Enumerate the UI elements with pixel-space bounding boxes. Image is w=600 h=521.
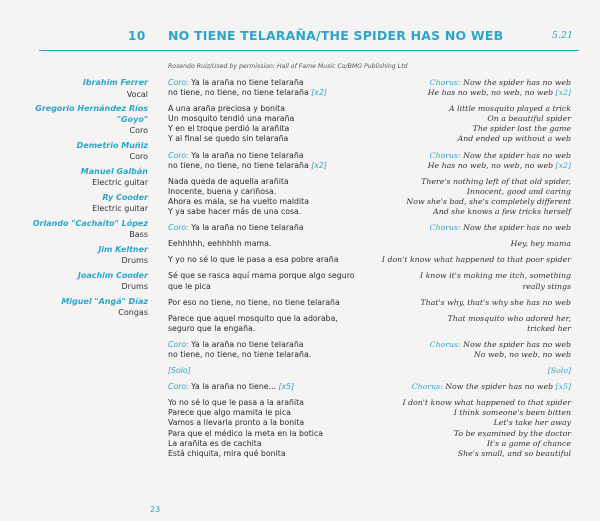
lyric-line	[168, 408, 374, 418]
spanish-lyrics	[168, 151, 374, 171]
musician-name: Gregorio Hernández Ríos "Goyo"	[35, 104, 148, 124]
lyric-line	[168, 298, 374, 308]
lyric-text: Hey, hey mama	[510, 239, 571, 249]
lyric-text: Sé que se rasca aquí mama porque algo seguro	[168, 271, 355, 281]
lyric-line	[374, 324, 571, 334]
lyric-line	[374, 408, 571, 418]
lyric-line	[374, 418, 571, 428]
lyric-text: Nada queda de aquella arañita	[168, 176, 289, 186]
english-lyrics	[374, 104, 571, 144]
lyric-line	[168, 207, 374, 217]
lyric-text: Now the spider has no web	[445, 382, 556, 392]
lyric-stanza	[168, 366, 571, 376]
lyric-line	[374, 429, 571, 439]
lyric-line	[374, 207, 571, 217]
lyric-line	[168, 418, 374, 428]
musician-name: Ry Cooder	[102, 192, 148, 202]
lyric-text: Y yo no sé lo que le pasa a esa pobre araña	[168, 255, 339, 265]
spanish-lyrics	[168, 104, 374, 144]
title-divider	[39, 50, 579, 51]
spanish-lyrics	[168, 177, 374, 217]
lyric-line	[168, 161, 374, 171]
lyric-line	[374, 134, 571, 144]
lyric-stanza	[168, 382, 571, 392]
lyric-annotation: [Solo]	[547, 366, 571, 376]
lyric-line	[374, 114, 571, 124]
lyric-line	[168, 449, 374, 459]
musician-role: Bass	[129, 230, 148, 239]
lyric-text: He has no web, no web, no web	[427, 160, 556, 170]
lyric-line	[168, 439, 374, 449]
musician-entry	[8, 219, 148, 241]
lyric-text: no tiene, no tiene, no tiene telaraña.	[168, 349, 312, 359]
lyric-text: Now the spider has no web	[463, 339, 571, 349]
lyric-text: Ya la araña no tiene telaraña	[191, 78, 304, 87]
lyric-stanza	[168, 340, 571, 360]
lyric-text: Now the spider has no web	[463, 223, 571, 233]
lyric-text: Parece que algo mamita le pica	[168, 408, 291, 418]
lyric-stanza	[168, 314, 571, 334]
spanish-lyrics	[168, 239, 374, 249]
lyric-text: que le pica	[168, 281, 211, 291]
musician-entry	[8, 245, 148, 267]
musician-role: Electric guitar	[92, 204, 148, 213]
lyric-line	[374, 197, 571, 207]
musician-role: Drums	[121, 256, 148, 265]
musician-role: Vocal	[126, 89, 148, 99]
lyric-text: Now the spider has no web	[463, 150, 571, 160]
spanish-lyrics	[168, 314, 374, 334]
track-number: 10	[128, 29, 146, 43]
track-duration: 5.21	[551, 30, 573, 41]
lyric-line	[374, 151, 571, 161]
spanish-lyrics	[168, 298, 374, 308]
lyric-line	[374, 439, 571, 449]
musician-entry	[8, 167, 148, 189]
lyric-annotation: Chorus:	[429, 339, 464, 349]
lyric-stanza	[168, 298, 571, 308]
lyric-text: On a beautiful spider	[487, 114, 571, 124]
lyric-line	[374, 104, 571, 114]
english-lyrics	[374, 151, 571, 171]
lyric-line	[374, 124, 571, 134]
english-lyrics	[374, 78, 571, 98]
lyric-line	[168, 239, 374, 249]
lyric-text: Por eso no tiene, no tiene, no tiene telaraña	[168, 297, 340, 307]
lyric-text: really stings	[522, 281, 571, 291]
lyric-text: Parece que aquel mosquito que la adoraba,	[168, 313, 338, 323]
lyric-text: Ya la araña no tiene telaraña	[191, 339, 304, 349]
spanish-lyrics	[168, 223, 374, 233]
lyric-line	[374, 350, 571, 360]
lyric-line	[374, 187, 571, 197]
musician-name: Orlando "Cachaíto" López	[32, 218, 148, 228]
english-lyrics	[374, 298, 571, 308]
lyric-line	[374, 255, 571, 265]
lyric-line	[168, 382, 374, 392]
lyric-annotation: [x5]	[278, 382, 295, 392]
lyric-text: And she knows a few tricks herself	[433, 207, 571, 217]
lyric-line	[168, 223, 374, 233]
lyric-line	[168, 177, 374, 187]
lyric-line	[168, 151, 374, 161]
spanish-lyrics	[168, 382, 374, 392]
lyric-line	[168, 324, 374, 334]
english-lyrics	[374, 239, 571, 249]
lyric-line	[168, 255, 374, 265]
musician-name: Demetrio Muñiz	[76, 140, 148, 150]
lyric-text: That's why, that's why she has no web	[420, 297, 571, 307]
lyric-line	[168, 398, 374, 408]
lyric-text: Vamos a llevarla pronto a la bonita	[168, 418, 305, 428]
lyric-line	[374, 340, 571, 350]
musician-name: Miguel "Angá" Díaz	[61, 296, 148, 306]
lyric-stanza	[168, 255, 571, 265]
lyric-annotation: Coro:	[168, 150, 192, 160]
english-lyrics	[374, 271, 571, 291]
lyric-annotation: Chorus:	[429, 150, 464, 160]
spanish-lyrics	[168, 398, 374, 459]
lyric-stanza	[168, 239, 571, 249]
lyric-line	[168, 282, 374, 292]
page-number: 23	[150, 505, 161, 514]
lyric-text: He has no web, no web, no web	[427, 88, 556, 98]
musician-entry	[8, 104, 148, 136]
lyric-text: Now she's bad, she's completely different	[406, 196, 571, 206]
english-lyrics	[374, 398, 571, 459]
english-lyrics	[374, 314, 571, 334]
lyric-text: No web, no web, no web	[473, 349, 571, 359]
lyrics-columns	[168, 78, 571, 465]
lyric-line	[374, 398, 571, 408]
lyric-text: Ya la araña no tiene telaraña	[191, 223, 304, 233]
lyric-text: no tiene, no tiene, no tiene telaraña	[168, 88, 312, 98]
lyric-text: La arañita es de cachita	[168, 438, 262, 448]
lyric-text: To be examined by the doctor	[453, 428, 571, 438]
musician-role: Drums	[121, 282, 148, 291]
publishing-credits: Rosendo Ruiz/Used by permission: Hall of Fame Music Co/BMG Publishing Ltd	[168, 63, 408, 70]
lyric-text: She's small, and so beautiful	[457, 448, 571, 458]
lyric-text: no tiene, no tiene, no tiene telaraña	[168, 160, 312, 170]
lyric-line	[374, 449, 571, 459]
lyric-line	[374, 298, 571, 308]
lyric-text: Y en el troque perdió la arañita	[168, 124, 290, 134]
lyric-stanza	[168, 271, 571, 291]
lyric-text: It's a game of chance	[486, 438, 571, 448]
lyric-annotation: [Solo]	[168, 366, 191, 376]
lyric-text: Ya la araña no tiene...	[191, 382, 279, 392]
lyric-text: There's nothing left of that old spider,	[421, 176, 571, 186]
song-title: NO TIENE TELARAÑA/THE SPIDER HAS NO WEB	[168, 28, 504, 43]
lyric-line	[374, 78, 571, 88]
lyric-line	[374, 282, 571, 292]
musician-role: Congas	[118, 308, 148, 317]
lyric-text: tricked her	[527, 323, 571, 333]
lyric-annotation: Coro:	[168, 78, 192, 87]
english-lyrics	[374, 340, 571, 360]
lyric-text: Inocente, buena y cariñosa.	[168, 186, 277, 196]
english-lyrics	[374, 223, 571, 233]
lyric-text: And ended up without a web	[457, 134, 571, 144]
lyric-line	[374, 366, 571, 376]
lyric-line	[374, 177, 571, 187]
lyric-annotation: Chorus:	[429, 223, 464, 233]
lyric-text: I think someone's been bitten	[453, 408, 571, 418]
english-lyrics	[374, 382, 571, 392]
lyric-line	[374, 88, 571, 98]
lyric-line	[374, 239, 571, 249]
lyric-text: Eehhhhh, eehhhhh mama.	[168, 239, 272, 249]
lyric-text: Ahora es mala, se ha vuelto maldita	[168, 196, 309, 206]
lyric-line	[168, 350, 374, 360]
musician-entry	[8, 297, 148, 319]
musician-role: Coro	[129, 152, 148, 161]
lyric-text: Y ya sabe hacer más de una cosa.	[168, 207, 302, 217]
musician-role: Electric guitar	[92, 178, 148, 187]
spanish-lyrics	[168, 255, 374, 265]
lyric-line	[168, 271, 374, 281]
musician-name: Joachim Cooder	[77, 270, 148, 280]
musician-entry	[8, 141, 148, 163]
lyric-line	[374, 314, 571, 324]
lyric-text: seguro que la engaña.	[168, 323, 256, 333]
lyric-text: I know it's making me itch, something	[420, 271, 571, 281]
lyric-text: I don't know what happened to that poor spider	[381, 255, 571, 265]
musician-role: Coro	[129, 126, 148, 135]
lyric-line	[168, 78, 374, 88]
lyric-text: Innocent, good and caring	[466, 186, 571, 196]
lyric-line	[168, 104, 374, 114]
musician-entry	[8, 271, 148, 293]
musician-name: Jim Keltner	[98, 244, 148, 254]
lyric-line	[168, 124, 374, 134]
lyric-annotation: [x2]	[555, 160, 571, 170]
lyric-line	[168, 340, 374, 350]
lyric-line	[168, 187, 374, 197]
lyric-line	[374, 271, 571, 281]
lyric-text: Let's take her away	[493, 418, 571, 428]
musician-name: Ibrahim Ferrer	[82, 78, 148, 87]
spanish-lyrics	[168, 271, 374, 291]
lyric-line	[168, 114, 374, 124]
lyric-line	[168, 134, 374, 144]
lyric-text: Un mosquito tendió una maraña	[168, 114, 295, 124]
lyric-annotation: Coro:	[168, 382, 192, 392]
lyric-stanza	[168, 151, 571, 171]
lyric-text: Y al final se quedo sin telaraña	[168, 134, 289, 144]
lyric-line	[374, 223, 571, 233]
lyric-text: Yo no sé lo que le pasa a la arañita	[168, 398, 304, 408]
lyric-text: A una araña preciosa y bonita	[168, 104, 285, 114]
lyric-text: A little mosquito played a trick	[448, 104, 571, 114]
lyric-line	[374, 382, 571, 392]
lyric-text: Ya la araña no tiene telaraña	[191, 150, 304, 160]
spanish-lyrics	[168, 366, 374, 376]
spanish-lyrics	[168, 78, 374, 98]
spanish-lyrics	[168, 340, 374, 360]
lyric-text: Está chiquita, mira qué bonita	[168, 448, 286, 458]
lyric-text: Para que el médico la meta en la botica	[168, 428, 324, 438]
lyric-text: Now the spider has no web	[463, 78, 571, 87]
lyric-line	[168, 197, 374, 207]
lyric-text: I don't know what happened to that spider	[402, 398, 571, 408]
lyric-annotation: Chorus:	[411, 382, 446, 392]
lyric-stanza	[168, 398, 571, 459]
musician-name: Manuel Galbán	[80, 166, 148, 176]
lyric-line	[168, 88, 374, 98]
lyric-annotation: Coro:	[168, 339, 192, 349]
lyric-text: The spider lost the game	[472, 124, 571, 134]
lyric-line	[168, 366, 374, 376]
musician-entry	[8, 78, 148, 100]
lyric-annotation: [x5]	[555, 382, 571, 392]
lyric-stanza	[168, 104, 571, 144]
english-lyrics	[374, 255, 571, 265]
lyric-stanza	[168, 177, 571, 217]
lyric-annotation: [x2]	[555, 88, 571, 98]
english-lyrics	[374, 177, 571, 217]
lyric-line	[168, 314, 374, 324]
lyric-stanza	[168, 78, 571, 98]
musician-credits	[8, 78, 148, 323]
lyric-line	[374, 161, 571, 171]
lyric-stanza	[168, 223, 571, 233]
lyric-annotation: [x2]	[311, 160, 327, 170]
lyric-annotation: Coro:	[168, 223, 192, 233]
english-lyrics	[374, 366, 571, 376]
lyric-annotation: Chorus:	[429, 78, 464, 87]
musician-entry	[8, 193, 148, 215]
lyric-annotation: [x2]	[311, 88, 327, 98]
lyric-line	[168, 429, 374, 439]
lyric-text: That mosquito who adored her,	[447, 313, 571, 323]
